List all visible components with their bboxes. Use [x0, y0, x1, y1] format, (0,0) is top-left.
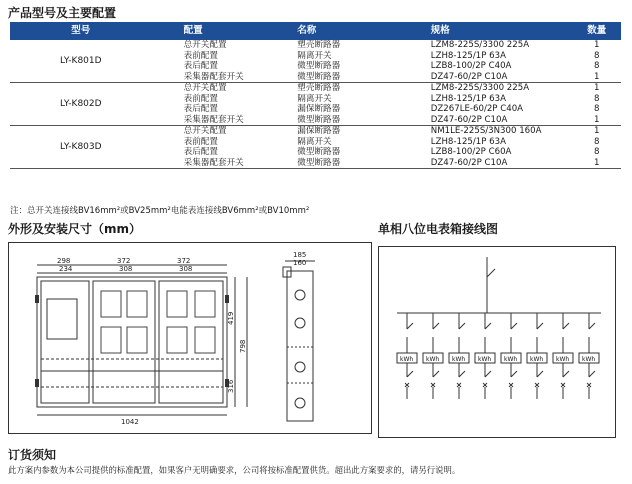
spec-cell: LZM8-225S/3300 225A — [430, 83, 530, 94]
spec-cell: LZB8-100/2P C60A — [430, 147, 512, 158]
main-switch-window — [47, 299, 77, 339]
dim-side-inner: 160 — [293, 259, 307, 267]
qty-cell: 1 — [572, 115, 621, 126]
qty-cell: 8 — [593, 136, 600, 147]
dimension-drawing — [9, 243, 371, 433]
compartment-middle — [93, 281, 155, 403]
name-cell: 微型断路器 — [297, 147, 341, 158]
meter-branch — [475, 313, 495, 399]
qty-cell: 8 — [593, 93, 600, 104]
dim-right-upper: 419 — [227, 311, 235, 325]
meter-branch — [553, 313, 573, 399]
compartment-right — [159, 281, 223, 403]
kwh-label: kWh — [530, 356, 544, 363]
name-cell: 隔离开关 — [297, 50, 332, 61]
spec-cell: DZ267LE-60/2P C40A — [430, 104, 524, 115]
section-title-ordering: 订货须知 — [8, 448, 57, 462]
col-header-qty: 数量 — [572, 22, 621, 40]
dim-top-3: 372 — [177, 257, 191, 265]
name-cell: 微型断路器 — [297, 158, 431, 169]
spec-cell: LZH8-125/1P 63A — [430, 50, 506, 61]
meter-branch — [501, 313, 521, 399]
kwh-label: kWh — [478, 356, 492, 363]
name-cell: 隔离开关 — [297, 93, 332, 104]
config-cell: 总开关配置 — [183, 126, 227, 137]
name-cell: 微型断路器 — [297, 72, 431, 83]
kwh-label: kWh — [426, 356, 440, 363]
section-title-dimensions: 外形及安装尺寸（mm） — [8, 222, 142, 236]
col-header-config: 配置 — [152, 22, 298, 40]
qty-cell: 1 — [572, 72, 621, 83]
name-cell: 塑壳断路器 — [297, 83, 341, 94]
config-cell: 总开关配置 — [183, 40, 227, 51]
spec-cell: LZB8-100/2P C40A — [430, 61, 512, 72]
dim-right-total: 798 — [239, 339, 247, 353]
spec-table — [10, 22, 621, 169]
model-cell: LY-K803D — [10, 126, 152, 169]
table-row — [10, 126, 621, 137]
spec-cell: DZ47-60/2P C10A — [431, 72, 573, 83]
name-cell: 微型断路器 — [297, 61, 341, 72]
kwh-label: kWh — [504, 356, 518, 363]
dim-top-2: 372 — [117, 257, 131, 265]
qty-cell: 1 — [572, 158, 621, 169]
table-header-row — [10, 22, 621, 40]
config-cell: 表前配置 — [183, 93, 218, 104]
spec-cell: LZM8-225S/3300 225A — [430, 40, 530, 51]
config-cell: 采集器配套开关 — [152, 158, 298, 169]
kwh-label: kWh — [556, 356, 570, 363]
config-cell: 采集器配套开关 — [152, 115, 298, 126]
config-cell: 总开关配置 — [183, 83, 227, 94]
kwh-label: kWh — [582, 356, 596, 363]
wiring-diagram-frame — [378, 246, 616, 438]
meter-branch — [579, 313, 599, 399]
dim-right-lower: 316 — [227, 379, 235, 393]
config-cell: 表后配置 — [183, 61, 218, 72]
spec-cell: DZ47-60/2P C10A — [431, 115, 573, 126]
main-switch-contact — [487, 269, 495, 277]
qty-cell: 8 — [593, 104, 600, 115]
kwh-label: kWh — [400, 356, 414, 363]
dim-inner-3: 308 — [179, 265, 193, 273]
name-cell: 漏保断路器 — [297, 126, 341, 137]
kwh-label: kWh — [452, 356, 466, 363]
qty-cell: 8 — [593, 61, 600, 72]
config-cell: 表前配置 — [183, 136, 218, 147]
dim-bottom: 1042 — [121, 418, 139, 426]
col-header-model: 型号 — [10, 22, 152, 40]
qty-cell: 8 — [593, 147, 600, 158]
table-row — [10, 40, 621, 51]
name-cell: 塑壳断路器 — [297, 40, 341, 51]
table-note: 注：总开关连接线BV16mm²或BV25mm²电能表连接线BV6mm²或BV10mm² — [10, 206, 310, 216]
name-cell: 隔离开关 — [297, 136, 332, 147]
qty-cell: 1 — [593, 83, 600, 94]
qty-cell: 1 — [593, 126, 600, 137]
wiring-diagram — [379, 247, 615, 437]
config-cell: 表后配置 — [183, 104, 218, 115]
dimension-drawing-frame — [8, 242, 372, 434]
dim-inner-2: 308 — [119, 265, 133, 273]
config-cell: 采集器配套开关 — [152, 72, 298, 83]
table-row — [10, 83, 621, 94]
qty-cell: 1 — [593, 40, 600, 51]
meter-branch — [397, 313, 417, 399]
col-header-name: 名称 — [297, 22, 431, 40]
spec-cell: DZ47-60/2P C10A — [431, 158, 573, 169]
dim-inner-1: 234 — [59, 265, 73, 273]
spec-cell: NM1LE-225S/3N300 160A — [430, 126, 542, 137]
section-title-products: 产品型号及主要配置 — [8, 6, 117, 20]
model-cell: LY-K802D — [10, 83, 152, 126]
name-cell: 漏保断路器 — [297, 104, 341, 115]
model-cell: LY-K801D — [10, 40, 152, 83]
col-header-spec: 规格 — [431, 22, 573, 40]
meter-branch — [449, 313, 469, 399]
config-cell: 表前配置 — [183, 50, 218, 61]
meter-branch — [527, 313, 547, 399]
spec-cell: LZH8-125/1P 63A — [430, 93, 506, 104]
qty-cell: 8 — [593, 50, 600, 61]
name-cell: 微型断路器 — [297, 115, 431, 126]
spec-cell: LZH8-125/1P 63A — [430, 136, 506, 147]
meter-branch — [423, 313, 443, 399]
ordering-text: 此方案内参数为本公司提供的标准配置，如果客户无明确要求，公司将按标准配置供货。超出此方案要求的，请另行说明。 — [8, 465, 461, 475]
dim-side-depth: 185 — [293, 251, 307, 259]
config-cell: 表后配置 — [183, 147, 218, 158]
section-title-wiring: 单相八位电表箱接线图 — [378, 222, 499, 236]
dim-top-1: 298 — [57, 257, 71, 265]
